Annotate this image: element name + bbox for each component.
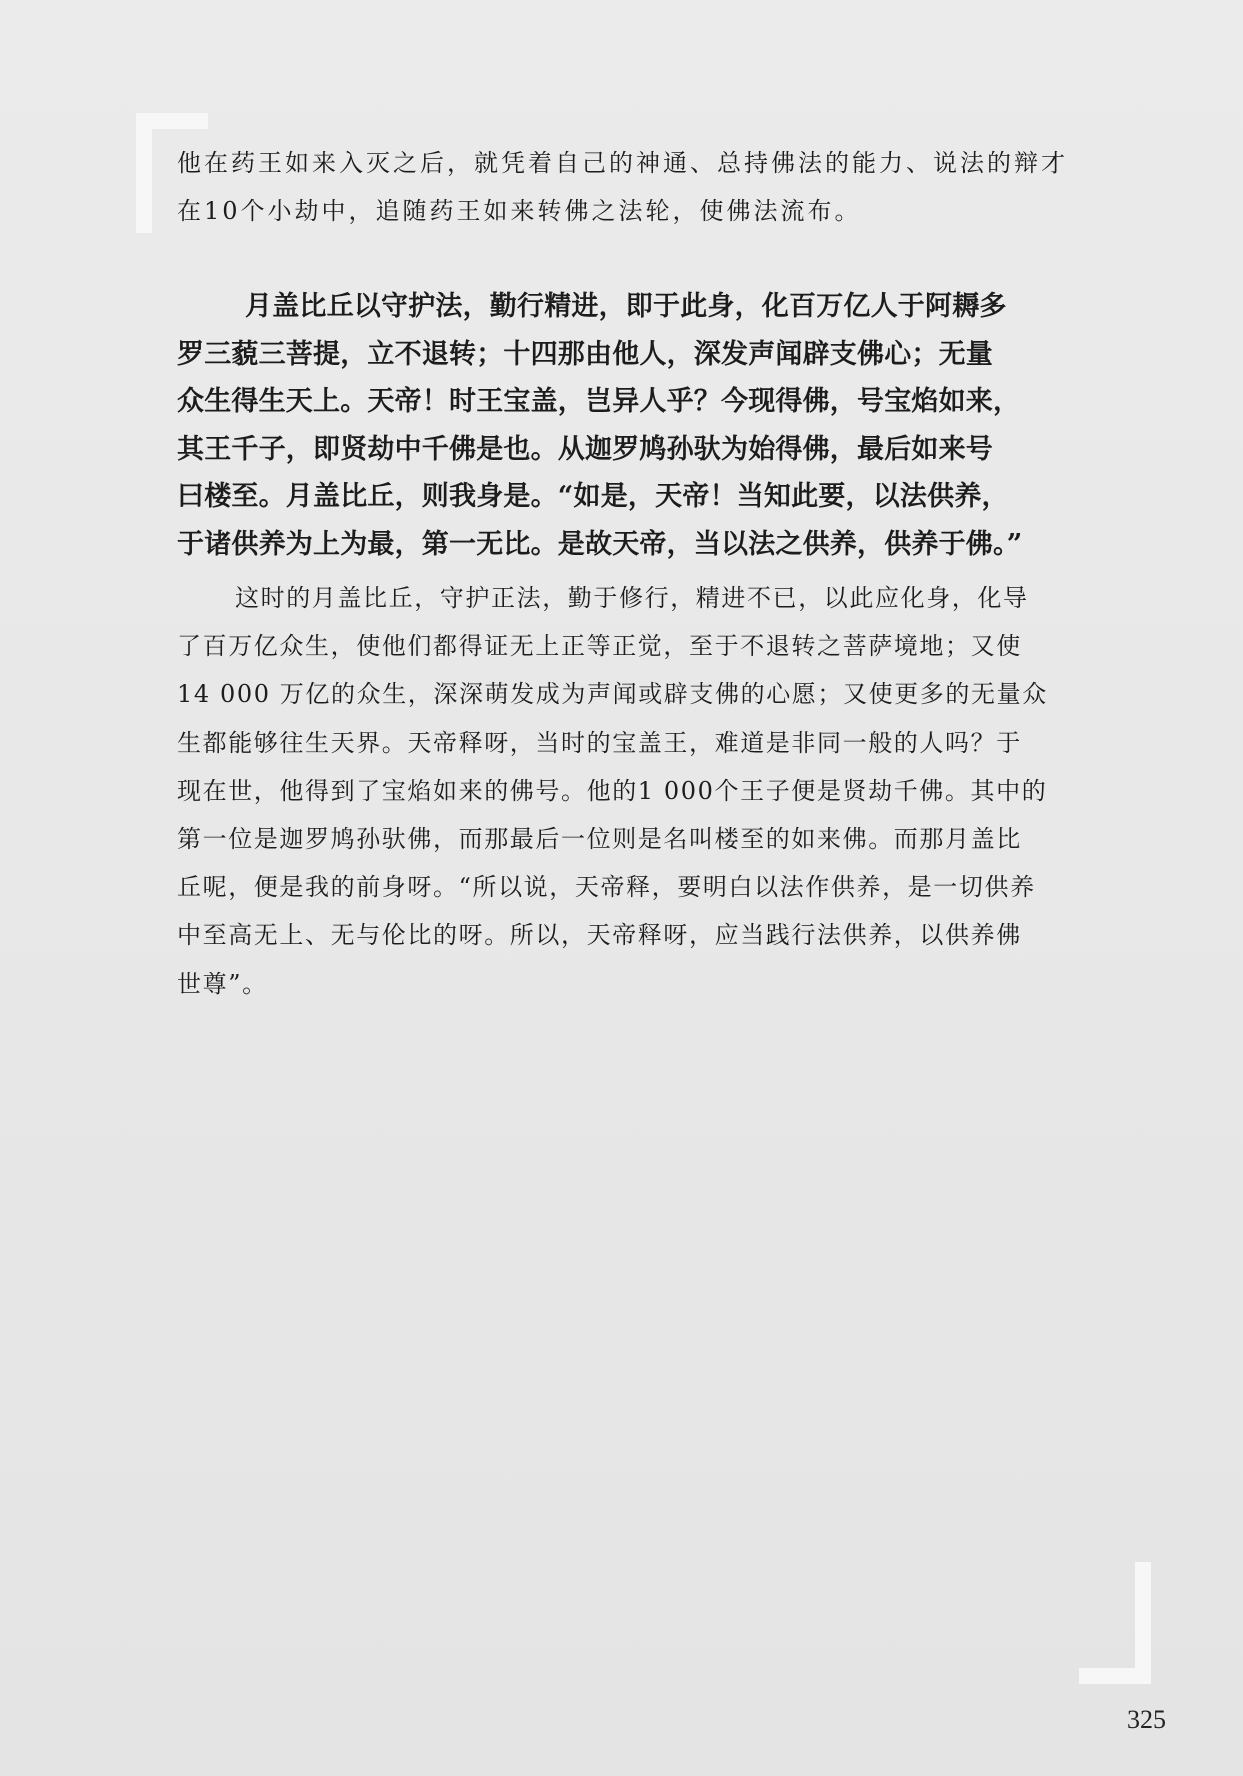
translation-line: 第一位是迦罗鸠孙驮佛，而那最后一位则是名叫楼至的如来佛。而那月盖比 bbox=[177, 824, 1022, 853]
translation-line: 这时的月盖比丘，守护正法，勤于修行，精进不已，以此应化身，化导 bbox=[235, 584, 1029, 612]
scripture-line: 罗三藐三菩提，立不退转；十四那由他人，深发声闻辟支佛心；无量 bbox=[177, 338, 993, 370]
translation-paragraph bbox=[177, 574, 1127, 1008]
scripture-line: 众生得生天上。天帝！时王宝盖，岂异人乎？今现得佛，号宝焰如来， bbox=[177, 386, 1021, 417]
translation-line: 了百万亿众生，使他们都得证无上正等正觉，至于不退转之菩萨境地；又使 bbox=[177, 632, 1022, 661]
scripture-line: 曰楼至。月盖比丘，则我身是。“如是，天帝！当知此要，以法供养， bbox=[177, 481, 1009, 512]
corner-bracket-bottom-right-bar bbox=[1079, 1668, 1151, 1684]
page-number: 325 bbox=[1127, 1705, 1166, 1734]
corner-bracket-top-left-bar bbox=[136, 113, 208, 129]
translation-line: 现在世，他得到了宝焰如来的佛号。他的1 000个王子便是贤劫千佛。其中的 bbox=[177, 776, 1048, 805]
intro-line: 他在药王如来入灭之后，就凭着自己的神通、总持佛法的能力、说法的辩才 bbox=[177, 149, 1068, 177]
corner-bracket-bottom-right bbox=[1135, 1562, 1151, 1684]
scripture-line: 于诸供养为上为最，第一无比。是故天帝，当以法之供养，供养于佛。” bbox=[177, 528, 1023, 560]
intro-paragraph bbox=[177, 139, 1127, 235]
translation-line: 生都能够往生天界。天帝释呀，当时的宝盖王，难道是非同一般的人吗？于 bbox=[177, 728, 1022, 757]
translation-line: 世尊”。 bbox=[177, 969, 268, 998]
translation-line: 丘呢，便是我的前身呀。“所以说，天帝释，要明白以法作供养，是一切供养 bbox=[177, 873, 1036, 902]
translation-line: 中至高无上、无与伦比的呀。所以，天帝释呀，应当践行法供养，以供养佛 bbox=[177, 921, 1022, 950]
translation-line: 14 000 万亿的众生，深深萌发成为声闻或辟支佛的心愿；又使更多的无量众 bbox=[177, 680, 1048, 709]
scripture-line: 其王千子，即贤劫中千佛是也。从迦罗鸠孙驮为始得佛，最后如来号 bbox=[177, 433, 993, 465]
corner-bracket-top-left bbox=[136, 113, 152, 233]
scripture-line: 月盖比丘以守护法，勤行精进，即于此身，化百万亿人于阿耨多 bbox=[245, 291, 1007, 322]
intro-line: 在10个小劫中，追随药王如来转佛之法轮，使佛法流布。 bbox=[177, 197, 862, 225]
scripture-paragraph bbox=[177, 283, 1127, 568]
